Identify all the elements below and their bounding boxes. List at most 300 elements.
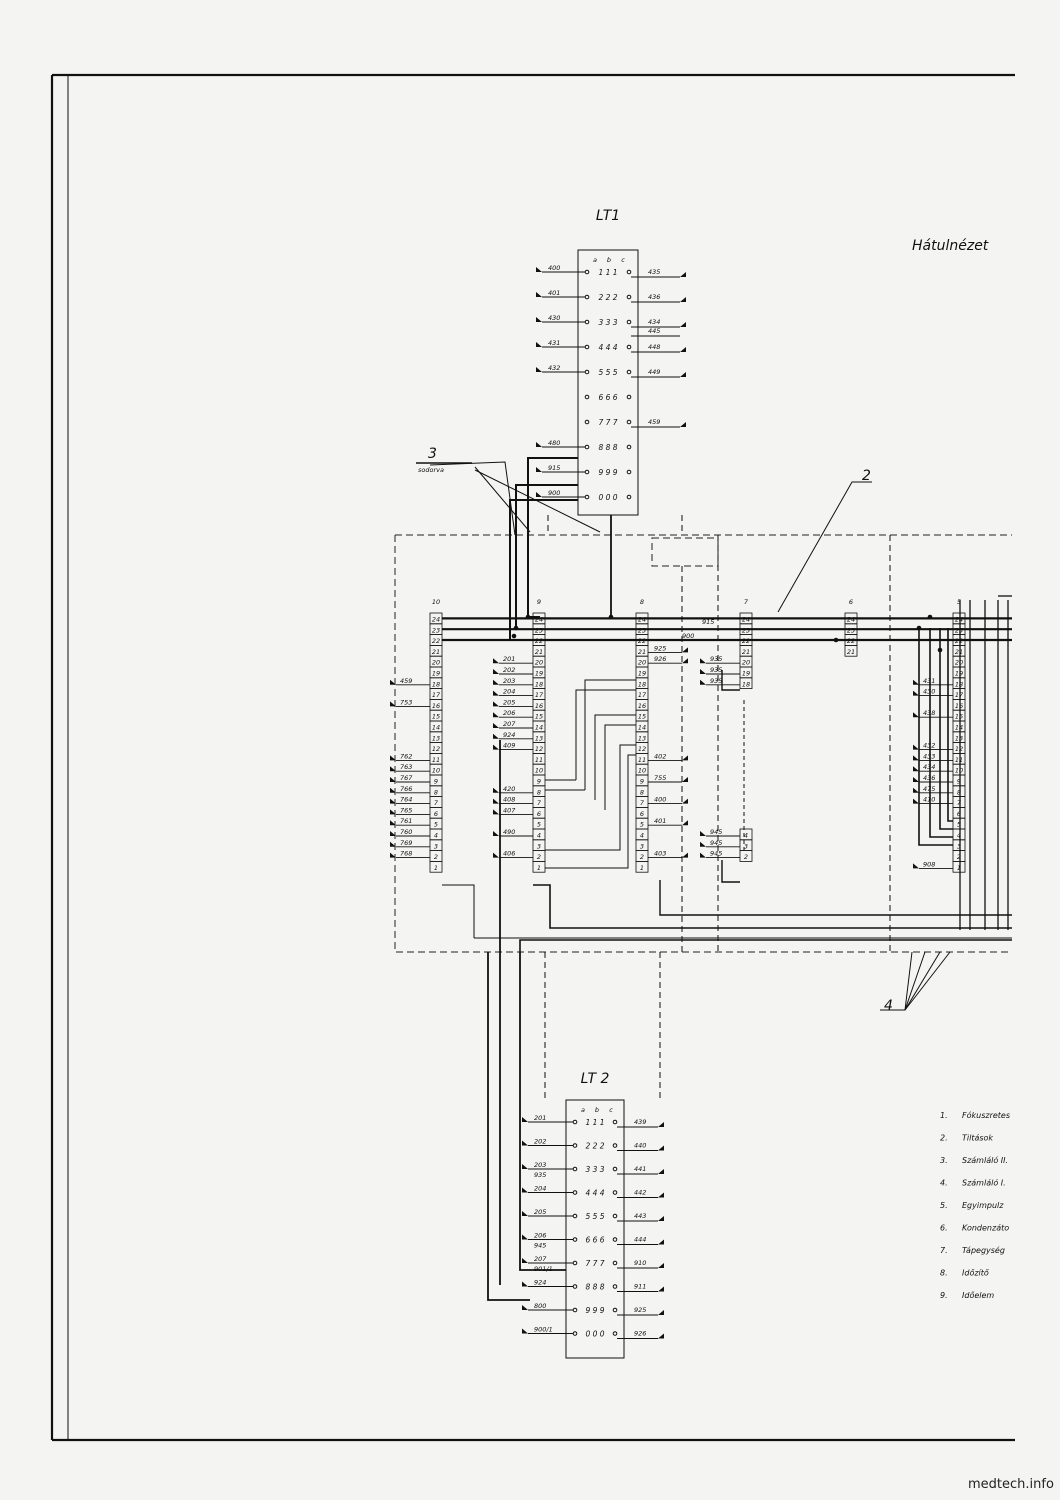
- pin-number: 3 3 3: [585, 1165, 605, 1174]
- callout-2: 2: [862, 468, 871, 484]
- pin-number: 12: [637, 745, 647, 754]
- pin-number: 16: [534, 701, 544, 710]
- pin-number: 4 4 4: [598, 343, 618, 352]
- connector-lt1: [536, 208, 686, 515]
- wire-number: 449: [648, 368, 661, 376]
- pin-number: 7: [536, 799, 542, 808]
- wire-number: 409: [503, 741, 516, 750]
- wire-number: 204: [503, 687, 516, 696]
- legend-text: Egyimpulz: [962, 1201, 1004, 1210]
- pin-number: 9: [536, 777, 542, 786]
- pin-number: 22: [741, 637, 751, 646]
- wire-end-marker: [658, 1193, 664, 1198]
- pin-number: 6 6 6: [598, 393, 618, 402]
- pin-number: 0 0 0: [598, 493, 618, 502]
- wire-number: 436: [923, 774, 936, 782]
- pin-number: 2: [743, 853, 749, 862]
- pin-number: 24: [534, 615, 544, 624]
- pin-number: 7 7 7: [585, 1259, 605, 1268]
- pin-number: 8 8 8: [585, 1282, 605, 1292]
- wire-number: 767: [400, 774, 413, 782]
- board-number: 10: [431, 598, 441, 606]
- pin-number: 7: [956, 799, 962, 808]
- wire: [442, 885, 474, 938]
- wire-end-marker: [913, 799, 919, 804]
- wire-number: 765: [400, 806, 413, 815]
- wire-end-marker: [522, 1211, 528, 1216]
- wire-number: 760: [400, 828, 413, 836]
- junction-dot: [514, 626, 519, 631]
- pin-number: 18: [534, 680, 544, 689]
- wire: [545, 745, 636, 850]
- wire-end-marker: [682, 799, 688, 804]
- pin-number: 22: [954, 637, 964, 646]
- wire-number: 401: [548, 289, 561, 297]
- legend-text: Tiltások: [962, 1133, 994, 1143]
- wire-end-marker: [536, 442, 542, 447]
- wire-number: 400: [548, 264, 561, 272]
- wire-number: 407: [503, 806, 516, 815]
- callout-4: 4: [884, 998, 893, 1014]
- wire-number: 203: [503, 676, 516, 685]
- pin-number: 21: [534, 647, 544, 656]
- legend-number: 8.: [940, 1268, 948, 1278]
- pin-contact: [573, 1332, 577, 1336]
- wire-end-marker: [682, 647, 688, 652]
- wire-number: 207: [534, 1255, 547, 1263]
- pin-number: 3: [743, 842, 749, 851]
- pin-number: 10: [534, 766, 544, 775]
- wire-end-marker: [658, 1240, 664, 1245]
- pin-contact: [627, 470, 631, 474]
- wire-number: 201: [503, 655, 516, 664]
- pin-number: 8 8 8: [598, 443, 618, 452]
- wire-end-marker: [682, 853, 688, 858]
- pin-contact: [627, 395, 631, 399]
- wire-number: 206: [534, 1231, 547, 1240]
- pin-contact: [613, 1308, 617, 1312]
- legend-number: 7.: [940, 1246, 948, 1255]
- pin-number: 6: [433, 809, 439, 818]
- wire-number: 436: [648, 293, 661, 301]
- pin-number: 21: [741, 647, 751, 656]
- pin-contact: [585, 295, 589, 299]
- wire-number: 207: [503, 720, 516, 728]
- wire-number: 205: [503, 698, 516, 707]
- wire-end-marker: [536, 292, 542, 297]
- wire-end-marker: [913, 712, 919, 717]
- pin-number: 24: [637, 615, 647, 624]
- pin-number: 13: [954, 734, 964, 743]
- pin-contact: [585, 445, 589, 449]
- board-number: 9: [536, 598, 542, 606]
- pin-number: 6 6 6: [585, 1235, 605, 1245]
- pin-number: 1: [956, 863, 962, 872]
- pin-number: 6: [536, 809, 542, 818]
- column-header: c: [609, 1106, 613, 1114]
- pin-number: 22: [846, 637, 856, 646]
- wire-number: 910: [634, 1259, 647, 1267]
- pin-number: 4 4 4: [585, 1188, 605, 1198]
- pin-number: 11: [954, 755, 964, 764]
- wire-number: 430: [548, 314, 561, 322]
- wire-number: 206: [503, 709, 516, 718]
- wire-end-marker: [493, 680, 499, 685]
- wire-number: 924: [503, 730, 516, 739]
- wire-end-marker: [493, 734, 499, 739]
- pin-number: 14: [954, 723, 964, 732]
- pin-number: 9: [433, 777, 439, 786]
- legend-number: 4.: [940, 1178, 948, 1188]
- legend-text: Tápegység: [962, 1246, 1005, 1255]
- wire-end-marker: [680, 422, 686, 427]
- pin-contact: [627, 420, 631, 424]
- pin-number: 16: [954, 701, 964, 710]
- pin-number: 18: [637, 680, 647, 689]
- wire-end-marker: [536, 492, 542, 497]
- pin-contact: [573, 1285, 577, 1289]
- wire-end-marker: [913, 777, 919, 782]
- pin-number: 2 2 2: [585, 1141, 605, 1151]
- wire-number: 444: [634, 1235, 647, 1244]
- pin-contact: [573, 1214, 577, 1218]
- legend-text: Kondenzáto: [962, 1223, 1010, 1233]
- wire-end-marker: [658, 1216, 664, 1221]
- callout-3-note: sodorva: [418, 466, 444, 474]
- pin-number: 17: [954, 691, 964, 700]
- pin-contact: [573, 1191, 577, 1195]
- wire-end-marker: [913, 691, 919, 696]
- wire-number: 945: [710, 828, 723, 836]
- wire-number: 432: [923, 741, 936, 750]
- column-header: a: [581, 1106, 585, 1114]
- board-number: 6: [848, 598, 854, 606]
- wire: [520, 952, 566, 1270]
- wire-number: 439: [634, 1118, 647, 1126]
- wire-end-marker: [680, 297, 686, 302]
- pin-number: 23: [637, 626, 647, 635]
- wire-number: 900/1: [534, 1325, 553, 1334]
- wire-number: 445: [648, 327, 661, 335]
- pin-contact: [613, 1167, 617, 1171]
- pin-contact: [573, 1261, 577, 1265]
- wire-end-marker: [913, 745, 919, 750]
- wire-end-marker: [493, 853, 499, 858]
- pin-contact: [613, 1238, 617, 1242]
- pin-number: 24: [846, 615, 856, 624]
- pin-number: 4: [536, 831, 542, 840]
- callout-3: 3: [428, 446, 437, 462]
- wire: [905, 952, 950, 1010]
- pin-number: 2 2 2: [598, 293, 618, 302]
- wire-number: 403: [654, 849, 667, 858]
- wire-end-marker: [658, 1310, 664, 1315]
- pin-contact: [613, 1120, 617, 1124]
- pin-number: 20: [954, 658, 964, 667]
- pin-contact: [613, 1191, 617, 1195]
- legend-text: Időelem: [962, 1291, 995, 1300]
- wire-number: 443: [634, 1212, 647, 1220]
- wire-end-marker: [522, 1305, 528, 1310]
- wire-number: 762: [400, 752, 413, 761]
- wire-end-marker: [913, 788, 919, 793]
- pin-contact: [627, 295, 631, 299]
- wire-end-marker: [493, 712, 499, 717]
- watermark: medtech.info: [968, 1477, 1054, 1492]
- pin-contact: [585, 470, 589, 474]
- pin-number: 5: [956, 820, 962, 829]
- pin-number: 9 9 9: [585, 1306, 605, 1315]
- wire-number: 442: [634, 1188, 647, 1197]
- wire: [595, 715, 636, 800]
- pin-number: 7: [433, 799, 439, 808]
- pin-contact: [585, 270, 589, 274]
- legend-number: 3.: [940, 1156, 948, 1165]
- legend-text: Fókuszretes: [962, 1111, 1011, 1120]
- wire-number: 900: [682, 632, 695, 640]
- legend-text: Számláló II.: [962, 1156, 1009, 1165]
- pin-contact: [573, 1120, 577, 1124]
- pin-contact: [627, 495, 631, 499]
- wire-end-marker: [536, 342, 542, 347]
- board-number: 8: [639, 598, 645, 606]
- pin-number: 17: [431, 691, 441, 700]
- pin-number: 6: [956, 809, 962, 818]
- pin-number: 11: [534, 755, 544, 764]
- pin-contact: [627, 320, 631, 324]
- pin-number: 16: [637, 701, 647, 710]
- wire: [930, 628, 953, 837]
- pin-contact: [585, 370, 589, 374]
- pin-contact: [585, 495, 589, 499]
- column-header: c: [621, 256, 625, 264]
- wire-number: 945: [710, 849, 723, 858]
- wire-end-marker: [536, 367, 542, 372]
- wire-number: 800: [534, 1302, 547, 1310]
- wire: [488, 952, 530, 1300]
- pin-number: 15: [534, 712, 544, 721]
- pin-number: 10: [637, 766, 647, 775]
- wire-number: 448: [648, 343, 661, 351]
- wire-end-marker: [700, 680, 706, 685]
- wire-end-marker: [522, 1282, 528, 1287]
- wire-number: 945: [534, 1241, 547, 1250]
- wire-number: 202: [503, 666, 516, 674]
- wire-number: 925: [654, 644, 667, 653]
- pin-number: 20: [637, 658, 647, 667]
- wire-number: 935: [710, 666, 723, 674]
- pin-number: 5 5 5: [585, 1212, 605, 1221]
- pin-number: 20: [431, 658, 441, 667]
- pin-number: 0 0 0: [585, 1329, 605, 1339]
- wire-number: 431: [548, 339, 561, 347]
- wire-end-marker: [913, 755, 919, 760]
- wire-number: 459: [648, 418, 661, 426]
- junction-dot: [834, 638, 839, 643]
- pin-number: 13: [637, 734, 647, 743]
- wire-end-marker: [658, 1146, 664, 1151]
- pin-number: 24: [431, 615, 441, 624]
- wire-number: 480: [548, 439, 561, 447]
- pin-number: 5 5 5: [598, 368, 618, 377]
- pin-number: 14: [637, 723, 647, 732]
- wire-end-marker: [658, 1263, 664, 1268]
- pin-number: 23: [846, 626, 856, 635]
- connector-title: LT 2: [580, 1071, 610, 1087]
- pin-number: 14: [431, 723, 441, 732]
- wire-number: 420: [503, 784, 516, 793]
- pin-number: 2: [956, 853, 962, 862]
- wire-number: 766: [400, 784, 413, 793]
- wire-end-marker: [913, 863, 919, 868]
- pin-number: 8: [639, 788, 645, 797]
- wire-number: 901/1: [534, 1265, 553, 1273]
- wire-number: 402: [654, 752, 667, 761]
- wire: [516, 485, 578, 628]
- junction-dot: [928, 615, 933, 620]
- board-number: 5: [956, 598, 962, 606]
- pin-number: 15: [637, 712, 647, 721]
- wiring-layer: [430, 458, 1012, 1300]
- wire: [722, 860, 740, 882]
- wire-end-marker: [682, 820, 688, 825]
- pin-number: 19: [637, 669, 647, 678]
- wire-end-marker: [700, 831, 706, 836]
- pin-number: 3: [956, 842, 962, 851]
- pin-number: 1 1 1: [585, 1118, 605, 1127]
- pin-number: 2: [639, 853, 645, 862]
- wire-end-marker: [658, 1169, 664, 1174]
- view-label: Hátulnézet: [912, 238, 989, 254]
- wire-end-marker: [913, 766, 919, 771]
- pin-number: 4: [956, 831, 962, 840]
- wire-end-marker: [680, 347, 686, 352]
- pin-number: 23: [534, 626, 544, 635]
- pin-number: 3: [433, 842, 439, 851]
- wire-number: 434: [923, 763, 936, 772]
- connector-lt2: [522, 1071, 664, 1358]
- pin-number: 5: [536, 820, 542, 829]
- wire-end-marker: [522, 1258, 528, 1263]
- pin-contact: [585, 420, 589, 424]
- pin-number: 21: [954, 647, 964, 656]
- board-number: 7: [743, 598, 749, 606]
- pin-number: 18: [741, 680, 751, 689]
- wire-end-marker: [493, 809, 499, 814]
- pin-number: 1: [639, 863, 645, 872]
- pin-number: 24: [954, 615, 964, 624]
- wire-end-marker: [680, 322, 686, 327]
- wire-end-marker: [700, 842, 706, 847]
- wire-number: 908: [923, 860, 936, 869]
- wire: [778, 482, 872, 612]
- pin-number: 22: [637, 637, 647, 646]
- pin-number: 9 9 9: [598, 468, 618, 477]
- pin-number: 14: [534, 723, 544, 732]
- wire-number: 205: [534, 1208, 547, 1216]
- wire-number: 924: [534, 1278, 547, 1287]
- wire-number: 202: [534, 1137, 547, 1146]
- wire-number: 408: [503, 795, 516, 804]
- pin-number: 19: [431, 669, 441, 678]
- legend-number: 2.: [940, 1133, 948, 1143]
- pin-number: 3 3 3: [598, 318, 618, 327]
- pin-number: 17: [637, 691, 647, 700]
- pin-number: 9: [639, 777, 645, 786]
- wire-number: 925: [634, 1306, 647, 1314]
- wire-number: 900: [548, 489, 561, 497]
- legend: [940, 1110, 1010, 1300]
- wire: [533, 885, 1012, 928]
- pin-number: 7 7 7: [598, 418, 618, 427]
- connector-body: [566, 1100, 624, 1358]
- legend-number: 9.: [940, 1291, 948, 1300]
- wire-number: 438: [923, 709, 936, 718]
- wire-number: 755: [654, 774, 667, 782]
- pin-number: 21: [431, 647, 441, 656]
- pin-number: 21: [846, 647, 856, 656]
- wire-number: 203: [534, 1161, 547, 1169]
- wire-end-marker: [658, 1287, 664, 1292]
- wire-end-marker: [536, 317, 542, 322]
- pin-number: 2: [536, 853, 542, 862]
- wire: [545, 755, 636, 868]
- pin-contact: [613, 1214, 617, 1218]
- wire-end-marker: [522, 1141, 528, 1146]
- pin-number: 12: [431, 745, 441, 754]
- wire-number: 431: [923, 676, 936, 685]
- pin-number: 5: [639, 820, 645, 829]
- wire-number: 753: [400, 698, 413, 707]
- wire-end-marker: [522, 1117, 528, 1122]
- wire-number: 769: [400, 838, 413, 847]
- pin-number: 1: [536, 863, 542, 872]
- wire-end-marker: [493, 745, 499, 750]
- pin-number: 19: [954, 669, 964, 678]
- pin-number: 4: [639, 831, 645, 840]
- wire-end-marker: [493, 788, 499, 793]
- wire: [940, 628, 953, 829]
- pin-contact: [613, 1285, 617, 1289]
- wire: [660, 880, 1012, 915]
- pin-number: 4: [743, 831, 749, 840]
- pin-number: 12: [954, 745, 964, 754]
- wire-end-marker: [658, 1122, 664, 1127]
- pin-number: 18: [954, 680, 964, 689]
- wire-number: 926: [654, 655, 667, 664]
- pin-contact: [585, 320, 589, 324]
- wire: [948, 628, 953, 821]
- pin-number: 17: [534, 691, 544, 700]
- junction-dot: [512, 634, 517, 639]
- pin-contact: [627, 345, 631, 349]
- pin-number: 23: [431, 626, 441, 635]
- pin-number: 1: [433, 863, 439, 872]
- wire-number: 490: [503, 828, 516, 836]
- pin-number: 10: [431, 766, 441, 775]
- pin-number: 22: [431, 637, 441, 646]
- pin-number: 11: [431, 755, 441, 764]
- pin-number: 8: [956, 788, 962, 797]
- pin-contact: [627, 370, 631, 374]
- pin-number: 10: [954, 766, 964, 775]
- connector-title: LT1: [595, 208, 621, 224]
- pin-number: 19: [534, 669, 544, 678]
- wire-number: 201: [534, 1114, 547, 1122]
- wire-end-marker: [682, 755, 688, 760]
- pin-contact: [627, 270, 631, 274]
- wire-number: 911: [634, 1282, 647, 1291]
